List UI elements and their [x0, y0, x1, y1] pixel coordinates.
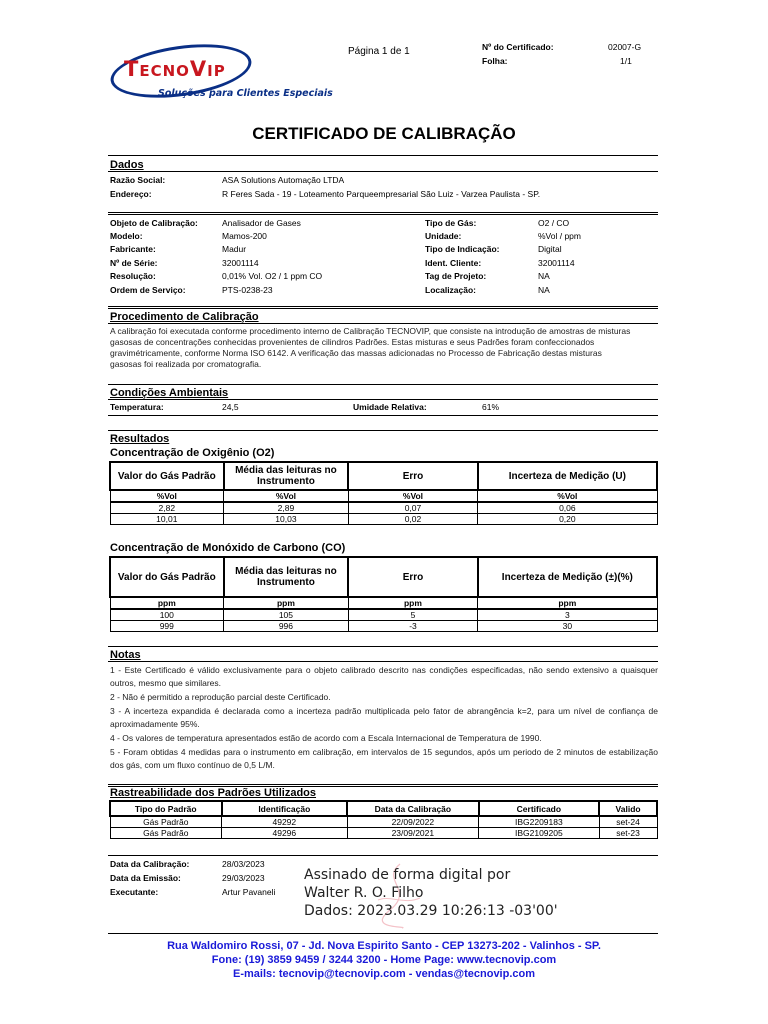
table-cell: IBG2109205: [479, 828, 600, 839]
executante-label: Executante:: [110, 887, 159, 897]
footer-phone: Fone: (19) 3859 9459 / 3244 3200 - Home Page: www.tecnovip.com: [211, 954, 557, 966]
column-header: Erro: [348, 462, 477, 490]
certificate-number: 02007-G: [608, 42, 642, 52]
nota-item: 4 - Os valores de temperatura apresentados estão de acordo com a Escala Internacional de Temperatura de 1990.: [110, 733, 542, 743]
table-cell: 996: [224, 621, 349, 632]
objeto-label: Objeto de Calibração:: [110, 218, 198, 228]
nota-item: 5 - Foram obtidas 4 medidas para o instrumento em calibração, em intervalos de 15 segundos, após um periodo de 2 minutos de estabilização dos gás, com um fluxo contínuo de 0,5 L/M.: [110, 747, 658, 770]
logo-tagline: Soluções para Clientes Especiais: [158, 88, 333, 99]
nota-item: 1 - Este Certificado é válido exclusivamente para o objeto calibrado descrito nas condições especificadas, não sendo extensivo a quaisquer outros, mesmo que similares.: [110, 665, 658, 688]
procedimento-line: gasosas de concentrações conhecidas provenientes de cilindros Padrões. Estas misturas e seus Padrões foram confeccionados: [110, 337, 595, 347]
logo-name: TecnoVip: [124, 57, 226, 81]
tipo-indicacao-value: Digital: [538, 244, 562, 254]
fabricante-label: Fabricante:: [110, 244, 156, 254]
endereco-value: R Feres Sada - 19 - Loteamento Parqueempresarial São Luiz - Varzea Paulista - SP.: [222, 189, 541, 199]
o2-title: Concentração de Oxigênio (O2): [110, 447, 275, 459]
data-emissao-value: 29/03/2023: [222, 873, 265, 883]
column-header: Média das leituras no Instrumento: [224, 557, 349, 597]
table-cell: 49292: [222, 816, 348, 828]
nota-item: 3 - A incerteza expandida é declarada como a incerteza padrão multiplicada pelo fator de abrangência k=2, para um nível de confiança de aproximadamente 95%.: [110, 706, 658, 729]
nota-item: 2 - Não é permitido a reprodução parcial deste Certificado.: [110, 692, 331, 702]
notas-heading: Notas: [110, 649, 141, 661]
procedimento-line: gravimétricamente, conforme Norma ISO 6142. A verificação das massas adicionadas no Processo de Fabricação destas misturas: [110, 348, 602, 358]
temperatura-value: 24,5: [222, 402, 239, 412]
procedimento-line: A calibração foi executada conforme procedimento interno de Calibração TECNOVIP, que consiste na introdução de amostras de misturas: [110, 326, 631, 336]
table-cell: 0,20: [478, 514, 657, 525]
table-cell: IBG2209183: [479, 816, 600, 828]
signature-name: Walter R. O. Filho: [304, 885, 424, 901]
resultados-heading: Resultados: [110, 433, 170, 445]
page-label: Página 1 de 1: [348, 46, 410, 57]
column-header: Valor do Gás Padrão: [110, 557, 224, 597]
tag-projeto-label: Tag de Projeto:: [425, 271, 487, 281]
table-header-row: [110, 557, 657, 597]
column-header: Certificado: [479, 801, 600, 816]
folha-label: Folha:: [482, 56, 508, 66]
unit-cell: ppm: [348, 597, 477, 609]
table-row: [110, 621, 657, 632]
table-cell: 0,02: [348, 514, 477, 525]
table-cell: 10,03: [224, 514, 349, 525]
folha-value: 1/1: [620, 56, 632, 66]
ident-cliente-label: Ident. Cliente:: [425, 258, 482, 268]
tipo-gas-value: O2 / CO: [538, 218, 570, 228]
serie-value: 32001114: [222, 258, 259, 268]
umidade-label: Umidade Relativa:: [353, 402, 427, 412]
table-cell: 23/09/2021: [347, 828, 478, 839]
umidade-value: 61%: [482, 402, 500, 412]
ident-cliente-value: 32001114: [538, 258, 575, 268]
table-cell: 100: [110, 609, 224, 621]
tipo-gas-label: Tipo de Gás:: [425, 218, 477, 228]
table-row: [110, 514, 657, 525]
localizacao-label: Localização:: [425, 285, 477, 295]
co-results-table: [109, 556, 658, 632]
condicoes-heading: Condições Ambientais: [110, 387, 229, 399]
procedimento-heading: Procedimento de Calibração: [110, 311, 259, 323]
column-header: Data da Calibração: [347, 801, 478, 816]
table-row: [110, 502, 657, 514]
column-header: Erro: [348, 557, 477, 597]
unidade-label: Unidade:: [425, 231, 462, 241]
certificate-number-label: Nº do Certificado:: [482, 42, 554, 52]
executante-value: Artur Pavaneli: [222, 887, 276, 897]
table-header-row: [110, 462, 657, 490]
table-cell: set-23: [599, 828, 657, 839]
table-cell: 2,89: [224, 502, 349, 514]
modelo-label: Modelo:: [110, 231, 143, 241]
digital-signature: [304, 866, 558, 920]
signature-date: Dados: 2023.03.29 10:26:13 -03'00': [304, 903, 558, 919]
column-header: Média das leituras no Instrumento: [224, 462, 349, 490]
modelo-value: Mamos-200: [222, 231, 267, 241]
unit-cell: %Vol: [478, 490, 657, 502]
page-title: CERTIFICADO DE CALIBRAÇÃO: [252, 124, 516, 143]
dados-heading: Dados: [110, 159, 144, 171]
column-header: Valor do Gás Padrão: [110, 462, 224, 490]
column-header: Identificação: [222, 801, 348, 816]
data-calibracao-label: Data da Calibração:: [110, 859, 190, 869]
rastreabilidade-table: [109, 800, 658, 839]
table-header-row: [110, 801, 657, 816]
procedimento-text: [110, 326, 660, 370]
column-header: Incerteza de Medição (±)(%): [478, 557, 657, 597]
column-header: Tipo do Padrão: [110, 801, 222, 816]
table-cell: 5: [348, 609, 477, 621]
units-row: [110, 597, 657, 609]
footer-emails: E-mails: tecnovip@tecnovip.com - vendas@tecnovip.com: [232, 968, 536, 980]
column-header: Incerteza de Medição (U): [478, 462, 657, 490]
data-calibracao-value: 28/03/2023: [222, 859, 265, 869]
table-cell: 105: [224, 609, 349, 621]
table-row: [110, 828, 657, 839]
data-emissao-label: Data da Emissão:: [110, 873, 181, 883]
table-row: [110, 609, 657, 621]
objeto-value: Analisador de Gases: [222, 218, 301, 228]
table-cell: 10,01: [110, 514, 224, 525]
tipo-indicacao-label: Tipo de Indicação:: [425, 244, 500, 254]
fabricante-value: Madur: [222, 244, 247, 254]
table-cell: 30: [478, 621, 657, 632]
resolucao-label: Resolução:: [110, 271, 156, 281]
table-cell: 999: [110, 621, 224, 632]
table-cell: -3: [348, 621, 477, 632]
column-header: Valido: [599, 801, 657, 816]
temperatura-label: Temperatura:: [110, 402, 164, 412]
procedimento-line: gasosas foi realizada por cromatografia.: [110, 359, 262, 369]
unit-cell: %Vol: [110, 490, 224, 502]
table-cell: Gás Padrão: [110, 816, 222, 828]
endereco-label: Endereço:: [110, 189, 152, 199]
ordem-label: Ordem de Serviço:: [110, 285, 186, 295]
units-row: [110, 490, 657, 502]
o2-results-table: [109, 461, 658, 525]
table-cell: set-24: [599, 816, 657, 828]
table-cell: 0,06: [478, 502, 657, 514]
unit-cell: %Vol: [348, 490, 477, 502]
table-cell: 2,82: [110, 502, 224, 514]
unit-cell: %Vol: [224, 490, 349, 502]
table-cell: 3: [478, 609, 657, 621]
unit-cell: ppm: [478, 597, 657, 609]
signature-line: Assinado de forma digital por: [304, 867, 511, 883]
tag-projeto-value: NA: [538, 271, 550, 281]
unit-cell: ppm: [224, 597, 349, 609]
table-cell: 49296: [222, 828, 348, 839]
table-cell: 22/09/2022: [347, 816, 478, 828]
table-cell: 0,07: [348, 502, 477, 514]
localizacao-value: NA: [538, 285, 550, 295]
razao-value: ASA Solutions Automação LTDA: [222, 175, 345, 185]
unit-cell: ppm: [110, 597, 224, 609]
ordem-value: PTS-0238-23: [222, 285, 273, 295]
table-cell: Gás Padrão: [110, 828, 222, 839]
rastreabilidade-heading: Rastreabilidade dos Padrões Utilizados: [110, 787, 317, 799]
serie-label: Nº de Série:: [110, 258, 158, 268]
razao-label: Razão Social:: [110, 175, 166, 185]
resolucao-value: 0,01% Vol. O2 / 1 ppm CO: [222, 271, 323, 281]
table-row: [110, 816, 657, 828]
co-title: Concentração de Monóxido de Carbono (CO): [110, 542, 346, 554]
footer-address: Rua Waldomiro Rossi, 07 - Jd. Nova Espirito Santo - CEP 13273-202 - Valinhos - SP.: [167, 940, 601, 952]
notas-list: [110, 664, 658, 773]
unidade-value: %Vol / ppm: [538, 231, 581, 241]
